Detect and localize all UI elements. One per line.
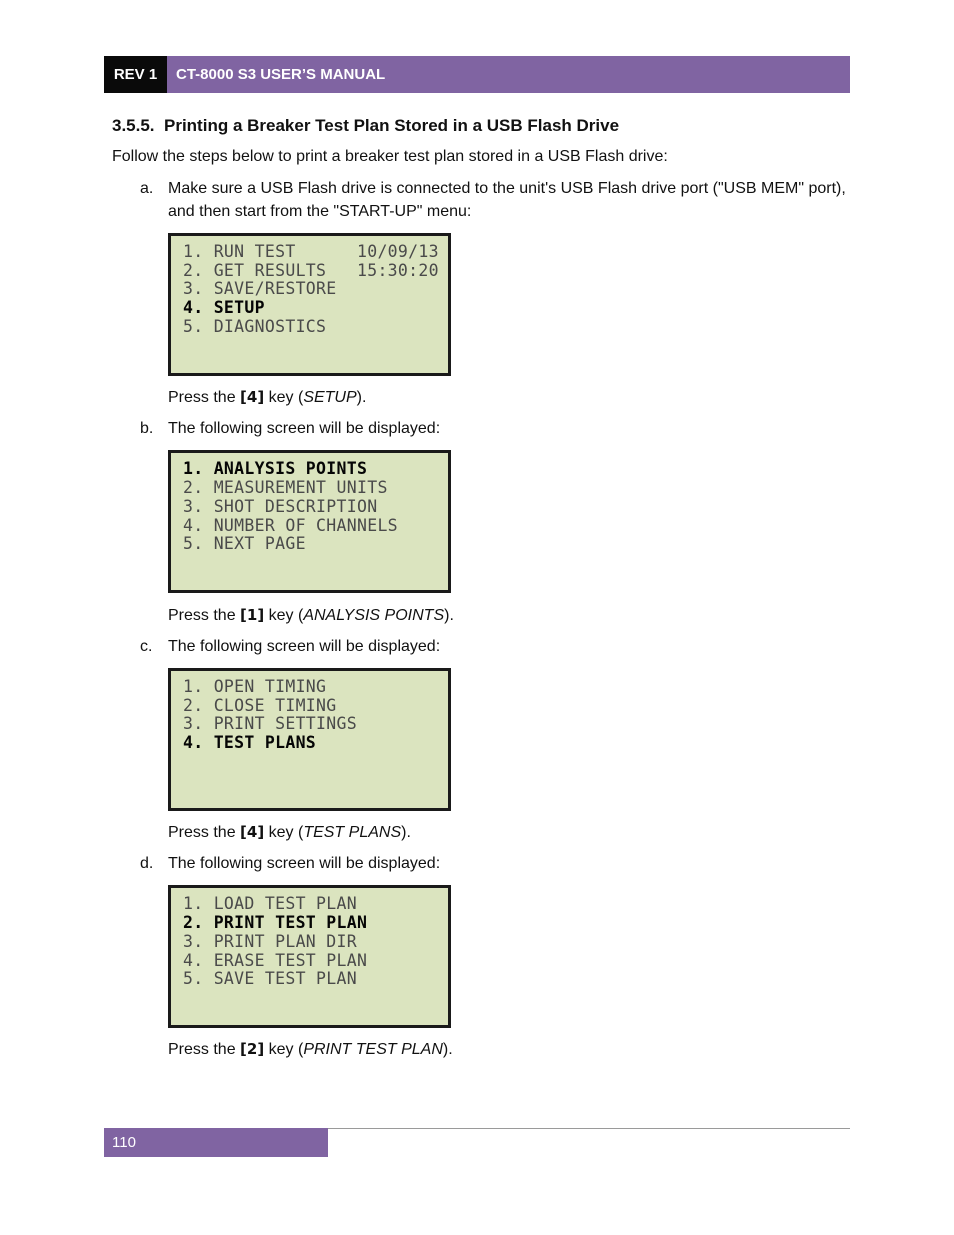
- press-prefix: Press the: [168, 1041, 241, 1058]
- lcd-line: 5. DIAGNOSTICS: [183, 317, 327, 336]
- lcd-line: 2. CLOSE TIMING: [183, 696, 337, 715]
- lcd-line: 1. RUN TEST 10/09/13: [183, 242, 439, 261]
- press-suffix: ).: [356, 389, 367, 406]
- lcd-line: 2. GET RESULTS 15:30:20: [183, 261, 439, 280]
- press-suffix: ).: [444, 607, 454, 624]
- mode-name: PRINT TEST PLAN: [303, 1041, 443, 1058]
- lcd-screen-startup-menu: [168, 233, 451, 376]
- key-label: [2]: [240, 1040, 265, 1058]
- step-text: Make sure a USB Flash drive is connected to the unit's USB Flash drive port ("USB MEM" port), and then start from the "START-UP" menu:: [168, 180, 846, 220]
- press-mid: key (: [264, 824, 304, 841]
- section-heading: [112, 116, 619, 136]
- press-mid: key (: [264, 1041, 304, 1058]
- press-prefix: Press the: [168, 607, 241, 624]
- step-letter: c.: [140, 638, 153, 655]
- step-text: The following screen will be displayed:: [168, 855, 441, 872]
- key-label: [1]: [240, 606, 265, 624]
- lcd-line: 3. PRINT PLAN DIR: [183, 932, 357, 951]
- lcd-line: 2. MEASUREMENT UNITS: [183, 478, 388, 497]
- lcd-line-selected: 4. SETUP: [183, 298, 265, 317]
- press-instruction: [168, 1040, 453, 1059]
- lcd-line: 1. LOAD TEST PLAN: [183, 894, 357, 913]
- page-number: 110: [104, 1128, 328, 1157]
- mode-name: SETUP: [303, 389, 357, 406]
- press-instruction: [168, 823, 411, 842]
- lcd-screen-analysis-points: [168, 668, 451, 811]
- lcd-line: 5. NEXT PAGE: [183, 534, 306, 553]
- page-header: [104, 56, 850, 93]
- press-prefix: Press the: [168, 389, 241, 406]
- step-text: The following screen will be displayed:: [168, 638, 441, 655]
- step-letter: d.: [140, 855, 154, 872]
- lcd-line: 4. ERASE TEST PLAN: [183, 951, 368, 970]
- press-suffix: ).: [401, 824, 411, 841]
- key-label: [4]: [240, 388, 265, 406]
- lcd-line: 3. PRINT SETTINGS: [183, 714, 357, 733]
- lcd-line-selected: 1. ANALYSIS POINTS: [183, 459, 368, 478]
- lcd-line-selected: 4. TEST PLANS: [183, 733, 317, 752]
- press-instruction: [168, 388, 366, 407]
- lcd-line-selected: 2. PRINT TEST PLAN: [183, 913, 368, 932]
- manual-title: CT-8000 S3 USER’S MANUAL: [167, 56, 850, 93]
- intro-paragraph: Follow the steps below to print a breaker test plan stored in a USB Flash drive:: [112, 148, 668, 165]
- lcd-screen-setup-menu: [168, 450, 451, 593]
- section-title: Printing a Breaker Test Plan Stored in a USB Flash Drive: [164, 116, 620, 135]
- lcd-line: 3. SAVE/RESTORE: [183, 279, 337, 298]
- section-number: 3.5.5.: [112, 116, 155, 135]
- press-mid: key (: [264, 389, 304, 406]
- step-letter: a.: [140, 180, 154, 197]
- step-letter: b.: [140, 420, 154, 437]
- lcd-line: 3. SHOT DESCRIPTION: [183, 497, 378, 516]
- lcd-line: 5. SAVE TEST PLAN: [183, 969, 357, 988]
- step-text: The following screen will be displayed:: [168, 420, 441, 437]
- revision-label: REV 1: [104, 56, 167, 93]
- lcd-line: 4. NUMBER OF CHANNELS: [183, 516, 398, 535]
- press-mid: key (: [264, 607, 304, 624]
- key-label: [4]: [240, 823, 265, 841]
- footer-divider: [328, 1128, 850, 1129]
- lcd-screen-test-plans: [168, 885, 451, 1028]
- press-prefix: Press the: [168, 824, 241, 841]
- press-suffix: ).: [442, 1041, 453, 1058]
- mode-name: ANALYSIS POINTS: [303, 607, 445, 624]
- press-instruction: [168, 606, 454, 625]
- lcd-line: 1. OPEN TIMING: [183, 677, 327, 696]
- mode-name: TEST PLANS: [303, 824, 402, 841]
